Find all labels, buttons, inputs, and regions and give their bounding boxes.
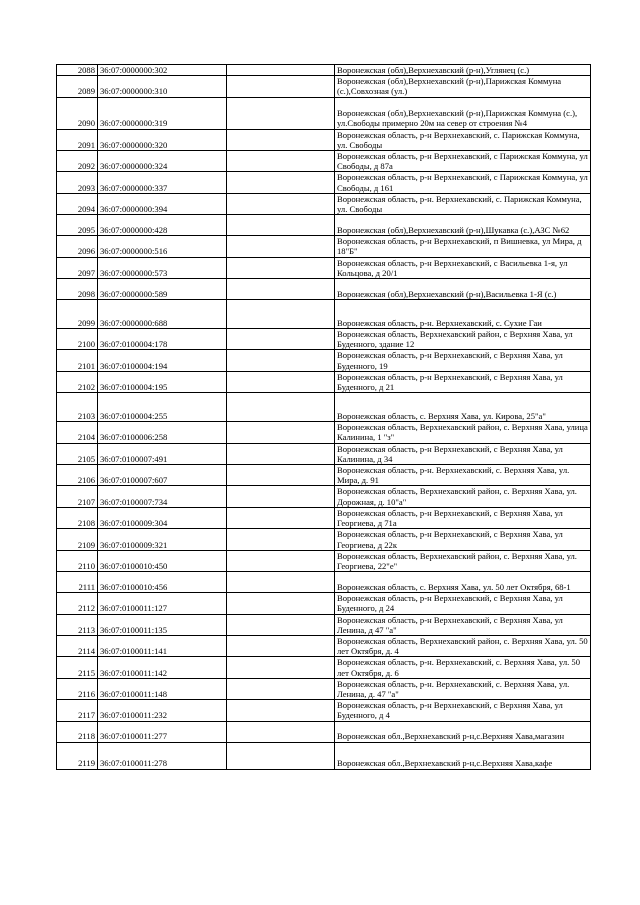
address: Воронежская область, Верхнехавский район, с. Верхняя Хава, улица Калинина, 1 "з" xyxy=(335,422,591,443)
row-number: 2095 xyxy=(57,215,98,236)
row-number: 2105 xyxy=(57,443,98,464)
row-number: 2093 xyxy=(57,172,98,193)
empty-cell xyxy=(227,507,335,528)
address: Воронежская обл.,Верхнехавский р-н,с.Верхняя Хава,магазин xyxy=(335,721,591,742)
cadastral-number: 36:07:0100009:321 xyxy=(98,529,227,550)
cadastral-number: 36:07:0100011:232 xyxy=(98,700,227,721)
row-number: 2088 xyxy=(57,65,98,76)
table-row xyxy=(57,443,591,464)
address: Воронежская область, р-н. Верхнехавский, с. Верхняя Хава, ул. Ленина, д. 47 "а" xyxy=(335,678,591,699)
table-row xyxy=(57,350,591,371)
empty-cell xyxy=(227,215,335,236)
cadastral-number: 36:07:0100010:450 xyxy=(98,550,227,571)
cadastral-number: 36:07:0100004:195 xyxy=(98,371,227,392)
table-row xyxy=(57,76,591,97)
row-number: 2090 xyxy=(57,97,98,129)
row-number: 2118 xyxy=(57,721,98,742)
address: Воронежская область, р-н. Верхнехавский, с. Верхняя Хава, ул. 50 лет Октября, д. 6 xyxy=(335,657,591,678)
empty-cell xyxy=(227,572,335,593)
table-row xyxy=(57,236,591,257)
table-row xyxy=(57,97,591,129)
cadastral-number: 36:07:0000000:428 xyxy=(98,215,227,236)
table-row xyxy=(57,193,591,214)
address: Воронежская обл.,Верхнехавский р-н,с.Верхняя Хава,кафе xyxy=(335,742,591,769)
row-number: 2107 xyxy=(57,486,98,507)
table-row xyxy=(57,215,591,236)
cadastral-number: 36:07:0100007:734 xyxy=(98,486,227,507)
row-number: 2112 xyxy=(57,593,98,614)
table-row xyxy=(57,742,591,769)
cadastral-number: 36:07:0000000:394 xyxy=(98,193,227,214)
row-number: 2110 xyxy=(57,550,98,571)
empty-cell xyxy=(227,257,335,278)
row-number: 2099 xyxy=(57,300,98,329)
cadastral-number: 36:07:0000000:302 xyxy=(98,65,227,76)
cadastral-number: 36:07:0100011:142 xyxy=(98,657,227,678)
cadastral-number: 36:07:0100007:607 xyxy=(98,465,227,486)
empty-cell xyxy=(227,550,335,571)
empty-cell xyxy=(227,422,335,443)
row-number: 2091 xyxy=(57,129,98,150)
cadastral-number: 36:07:0000000:337 xyxy=(98,172,227,193)
row-number: 2102 xyxy=(57,371,98,392)
table-row xyxy=(57,486,591,507)
row-number: 2100 xyxy=(57,329,98,350)
row-number: 2111 xyxy=(57,572,98,593)
address: Воронежская область, р-н Верхнехавский, с Верхняя Хава, ул Калинина, д 34 xyxy=(335,443,591,464)
row-number: 2113 xyxy=(57,614,98,635)
empty-cell xyxy=(227,129,335,150)
table-row xyxy=(57,329,591,350)
cadastral-number: 36:07:0000000:310 xyxy=(98,76,227,97)
address: Воронежская область, Верхнехавский район, с. Верхняя Хава, ул. 50 лет Октября, д. 4 xyxy=(335,635,591,656)
cadastral-number: 36:07:0000000:324 xyxy=(98,151,227,172)
table-row xyxy=(57,151,591,172)
row-number: 2117 xyxy=(57,700,98,721)
address: Воронежская область, р-н. Верхнехавский, с. Парижская Коммуна, ул. Свободы xyxy=(335,193,591,214)
cadastral-number: 36:07:0100011:141 xyxy=(98,635,227,656)
table-row xyxy=(57,65,591,76)
cadastral-number: 36:07:0100010:456 xyxy=(98,572,227,593)
cadastral-number: 36:07:0100009:304 xyxy=(98,507,227,528)
address: Воронежская область, р-н Верхнехавский, с Верхняя Хава, ул Георгиева, д 22к xyxy=(335,529,591,550)
row-number: 2098 xyxy=(57,279,98,300)
row-number: 2096 xyxy=(57,236,98,257)
row-number: 2108 xyxy=(57,507,98,528)
row-number: 2109 xyxy=(57,529,98,550)
cadastral-number: 36:07:0000000:320 xyxy=(98,129,227,150)
table-row xyxy=(57,507,591,528)
registry-table-body xyxy=(57,65,591,770)
row-number: 2104 xyxy=(57,422,98,443)
empty-cell xyxy=(227,465,335,486)
cadastral-number: 36:07:0100006:258 xyxy=(98,422,227,443)
empty-cell xyxy=(227,700,335,721)
address: Воронежская область, р-н Верхнехавский, с Верхняя Хава, ул Буденного, д 24 xyxy=(335,593,591,614)
row-number: 2103 xyxy=(57,393,98,422)
address: Воронежская область, с. Верхняя Хава, ул. 50 лет Октября, 68-1 xyxy=(335,572,591,593)
row-number: 2092 xyxy=(57,151,98,172)
row-number: 2106 xyxy=(57,465,98,486)
address: Воронежская (обл),Верхнехавский (р-н),Шукавка (с.),АЗС №62 xyxy=(335,215,591,236)
row-number: 2119 xyxy=(57,742,98,769)
table-row xyxy=(57,572,591,593)
empty-cell xyxy=(227,236,335,257)
empty-cell xyxy=(227,300,335,329)
cadastral-number: 36:07:0100011:135 xyxy=(98,614,227,635)
empty-cell xyxy=(227,721,335,742)
cadastral-number: 36:07:0100011:277 xyxy=(98,721,227,742)
empty-cell xyxy=(227,279,335,300)
table-row xyxy=(57,657,591,678)
address: Воронежская область, с. Верхняя Хава, ул. Кирова, 25"а" xyxy=(335,393,591,422)
empty-cell xyxy=(227,393,335,422)
empty-cell xyxy=(227,97,335,129)
empty-cell xyxy=(227,486,335,507)
address: Воронежская область, р-н. Верхнехавский, с. Сухие Гаи xyxy=(335,300,591,329)
address: Воронежская область, р-н Верхнехавский, с. Парижская Коммуна, ул. Свободы xyxy=(335,129,591,150)
table-row xyxy=(57,422,591,443)
cadastral-number: 36:07:0100004:178 xyxy=(98,329,227,350)
cadastral-number: 36:07:0100007:491 xyxy=(98,443,227,464)
table-row xyxy=(57,371,591,392)
empty-cell xyxy=(227,350,335,371)
table-row xyxy=(57,550,591,571)
cadastral-number: 36:07:0100004:194 xyxy=(98,350,227,371)
cadastral-number: 36:07:0000000:516 xyxy=(98,236,227,257)
registry-table xyxy=(56,64,591,770)
empty-cell xyxy=(227,76,335,97)
row-number: 2115 xyxy=(57,657,98,678)
table-row xyxy=(57,393,591,422)
table-row xyxy=(57,593,591,614)
address: Воронежская область, Верхнехавский район, с. Верхняя Хава, ул. Георгиева, 22"е" xyxy=(335,550,591,571)
cadastral-number: 36:07:0000000:319 xyxy=(98,97,227,129)
row-number: 2101 xyxy=(57,350,98,371)
empty-cell xyxy=(227,172,335,193)
table-row xyxy=(57,635,591,656)
address: Воронежская (обл),Верхнехавский (р-н),Парижская Коммуна (с.),Совхозная (ул.) xyxy=(335,76,591,97)
address: Воронежская область, р-н Верхнехавский, с Васильевка 1-я, ул Кольцова, д 20/1 xyxy=(335,257,591,278)
table-row xyxy=(57,678,591,699)
row-number: 2089 xyxy=(57,76,98,97)
empty-cell xyxy=(227,529,335,550)
row-number: 2094 xyxy=(57,193,98,214)
empty-cell xyxy=(227,593,335,614)
address: Воронежская область, р-н Верхнехавский, с Парижская Коммуна, ул Свободы, д 161 xyxy=(335,172,591,193)
address: Воронежская область, Верхнехавский район, с. Верхняя Хава, ул. Дорожная, д. 10"а" xyxy=(335,486,591,507)
address: Воронежская (обл),Верхнехавский (р-н),Углянец (с.) xyxy=(335,65,591,76)
empty-cell xyxy=(227,443,335,464)
row-number: 2097 xyxy=(57,257,98,278)
cadastral-number: 36:07:0000000:688 xyxy=(98,300,227,329)
cadastral-number: 36:07:0100011:148 xyxy=(98,678,227,699)
address: Воронежская область, р-н Верхнехавский, с Верхняя Хава, ул Буденного, д 4 xyxy=(335,700,591,721)
address: Воронежская область, р-н Верхнехавский, с Парижская Коммуна, ул Свободы, д 87а xyxy=(335,151,591,172)
table-row xyxy=(57,279,591,300)
empty-cell xyxy=(227,151,335,172)
table-row xyxy=(57,700,591,721)
empty-cell xyxy=(227,742,335,769)
cadastral-number: 36:07:0100011:278 xyxy=(98,742,227,769)
empty-cell xyxy=(227,635,335,656)
address: Воронежская область, р-н Верхнехавский, с Верхняя Хава, ул Ленина, д 47 "а" xyxy=(335,614,591,635)
empty-cell xyxy=(227,193,335,214)
row-number: 2114 xyxy=(57,635,98,656)
cadastral-number: 36:07:0100011:127 xyxy=(98,593,227,614)
empty-cell xyxy=(227,65,335,76)
address: Воронежская область, р-н Верхнехавский, п Вишневка, ул Мира, д 18"Б" xyxy=(335,236,591,257)
table-row xyxy=(57,129,591,150)
address: Воронежская (обл),Верхнехавский (р-н),Парижская Коммуна (с.), ул.Свободы примерно 20м на север от строения №4 xyxy=(335,97,591,129)
address: Воронежская область, Верхнехавский район, с Верхняя Хава, ул Буденного, здание 12 xyxy=(335,329,591,350)
empty-cell xyxy=(227,371,335,392)
address: Воронежская область, р-н Верхнехавский, с Верхняя Хава, ул Буденного, д 21 xyxy=(335,371,591,392)
cadastral-number: 36:07:0100004:255 xyxy=(98,393,227,422)
table-row xyxy=(57,721,591,742)
address: Воронежская область, р-н Верхнехавский, с Верхняя Хава, ул Буденного, 19 xyxy=(335,350,591,371)
cadastral-number: 36:07:0000000:589 xyxy=(98,279,227,300)
table-row xyxy=(57,614,591,635)
address: Воронежская область, р-н. Верхнехавский, с. Верхняя Хава, ул. Мира, д. 91 xyxy=(335,465,591,486)
table-row xyxy=(57,465,591,486)
empty-cell xyxy=(227,657,335,678)
table-row xyxy=(57,300,591,329)
empty-cell xyxy=(227,329,335,350)
address: Воронежская (обл),Верхнехавский (р-н),Васильевка 1-Я (с.) xyxy=(335,279,591,300)
table-row xyxy=(57,529,591,550)
empty-cell xyxy=(227,678,335,699)
table-row xyxy=(57,257,591,278)
cadastral-number: 36:07:0000000:573 xyxy=(98,257,227,278)
empty-cell xyxy=(227,614,335,635)
row-number: 2116 xyxy=(57,678,98,699)
address: Воронежская область, р-н Верхнехавский, с Верхняя Хава, ул Георгиева, д 71а xyxy=(335,507,591,528)
table-row xyxy=(57,172,591,193)
